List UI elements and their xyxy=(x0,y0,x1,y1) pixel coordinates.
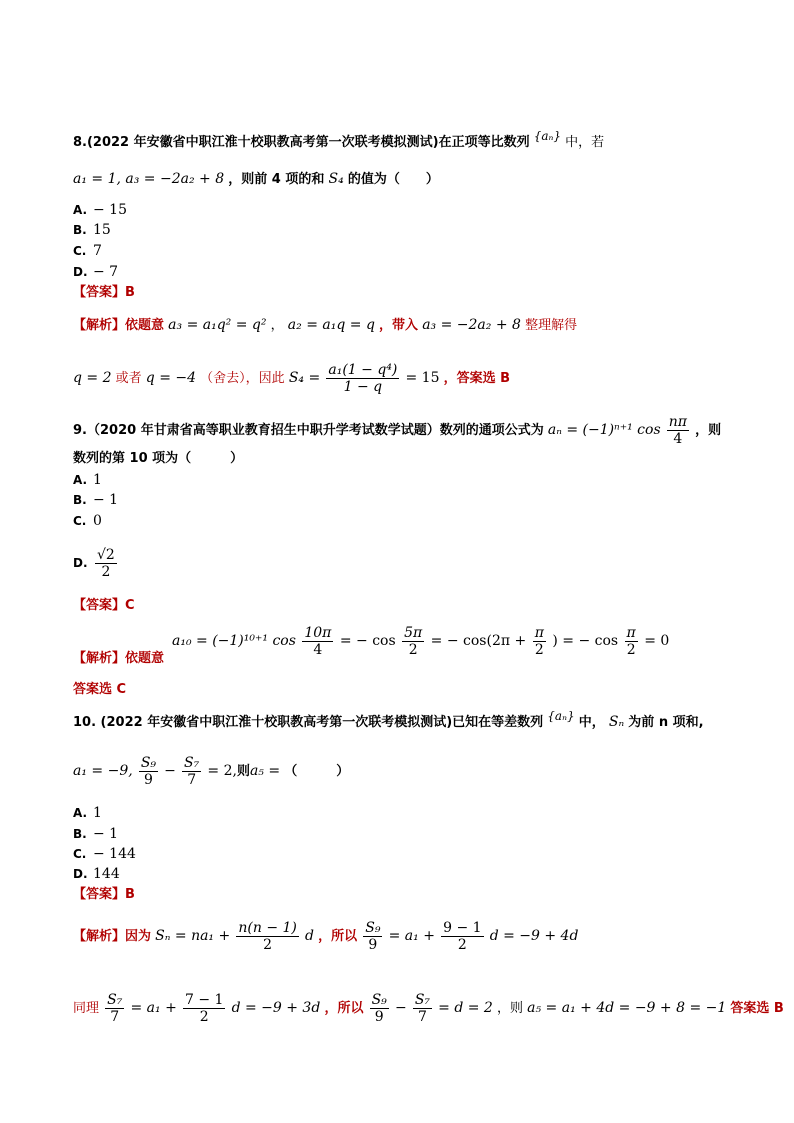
conclusion-text: 答案选 C xyxy=(73,682,127,697)
option-value: − 1 xyxy=(93,492,119,508)
fraction-numerator: S₉ xyxy=(140,755,157,771)
option-label: C. xyxy=(73,244,87,258)
fraction-numerator: 10π xyxy=(304,624,332,641)
fraction-denominator: 2 xyxy=(626,641,636,658)
analysis-label: 【解析】 xyxy=(73,651,126,666)
fraction-numerator: √2 xyxy=(97,547,115,563)
analysis-math: = a₁ + xyxy=(388,928,435,944)
analysis-text: （舍去），因此 xyxy=(200,371,285,386)
q9-formula: aₙ = (−1)ⁿ⁺¹ cos xyxy=(547,422,661,438)
fraction-denominator: 7 xyxy=(187,772,197,788)
fraction-denominator: 7 xyxy=(110,1009,120,1025)
option-value: − 1 xyxy=(93,826,119,842)
q10-seq: {aₙ} xyxy=(547,709,575,723)
q10-stem-text: 中， xyxy=(578,715,605,730)
analysis-text: 依题意 xyxy=(125,318,165,333)
analysis-math: a₂ = a₁q = q xyxy=(287,317,375,333)
q10-analysis-line2 xyxy=(73,988,784,1029)
fraction xyxy=(236,920,299,953)
q9-option-c xyxy=(73,512,102,530)
answer-label: 【答案】 xyxy=(73,285,126,300)
fraction xyxy=(413,992,432,1025)
fraction-numerator: 5π xyxy=(404,624,423,641)
q9-analysis-formula xyxy=(172,623,669,659)
fraction xyxy=(326,362,399,395)
option-value: − 7 xyxy=(93,264,119,280)
fraction-numerator: 7 − 1 xyxy=(184,992,224,1008)
fraction-denominator: 7 xyxy=(417,1009,427,1025)
analysis-text: ，所以 xyxy=(318,929,358,944)
q8-option-d xyxy=(73,263,118,281)
fraction-numerator: a₁(1 − q⁴) xyxy=(328,362,398,378)
q10-analysis-line1 xyxy=(73,916,578,957)
formula-part: a₁₀ = (−1)¹⁰⁺¹ cos xyxy=(172,633,296,649)
formula-part: = − cos xyxy=(339,633,396,649)
fraction-denominator: 9 xyxy=(374,1009,384,1025)
analysis-math: q = −4 xyxy=(145,370,197,386)
q10-option-c xyxy=(73,845,136,863)
q9-stem-line1 xyxy=(73,412,721,449)
analysis-text: 依题意 xyxy=(125,651,165,666)
q8-answer xyxy=(73,284,135,302)
analysis-math: a₅ = a₁ + 4d = −9 + 8 = −1 xyxy=(527,1000,727,1016)
q8-option-b xyxy=(73,221,111,239)
q9-option-a xyxy=(73,471,102,489)
fraction-denominator: 2 xyxy=(457,937,467,953)
option-label: D. xyxy=(73,265,88,279)
analysis-math: q = 2 xyxy=(73,370,112,386)
fraction xyxy=(402,625,424,658)
fraction-denominator: 2 xyxy=(534,641,544,658)
q10-stem-line2 xyxy=(73,751,349,792)
option-label: A. xyxy=(73,806,88,820)
option-value: 0 xyxy=(93,513,102,529)
option-label: B. xyxy=(73,223,87,237)
option-label: D. xyxy=(73,867,88,881)
fraction xyxy=(95,547,117,580)
fraction-numerator: n(n − 1) xyxy=(238,920,297,936)
fraction xyxy=(105,992,124,1025)
q10-answer xyxy=(73,886,135,904)
fraction-denominator: 2 xyxy=(408,641,418,658)
q8-option-a xyxy=(73,201,127,219)
analysis-text: ，所以 xyxy=(324,1001,364,1016)
q9-analysis xyxy=(73,650,164,668)
formula-part: = 0 xyxy=(644,633,670,649)
option-label: A. xyxy=(73,203,88,217)
q8-analysis-line1 xyxy=(73,316,577,335)
fraction xyxy=(441,920,483,953)
fraction-numerator: S₇ xyxy=(184,755,200,771)
analysis-text: 整理解得 xyxy=(525,318,578,333)
answer-value: C xyxy=(125,598,135,613)
q8-given-text: ，则前 4 项的和 xyxy=(228,172,325,187)
q10-option-a xyxy=(73,804,102,822)
fraction xyxy=(667,414,689,447)
analysis-math: = d = 2 xyxy=(438,1000,493,1016)
fraction-denominator: 2 xyxy=(263,937,273,953)
analysis-text: 同理 xyxy=(73,1001,100,1016)
q9-conclusion xyxy=(73,681,126,699)
analysis-math: d = −9 + 3d xyxy=(231,1000,321,1016)
fraction xyxy=(363,920,382,953)
analysis-math: d xyxy=(305,928,314,944)
analysis-math: − xyxy=(394,1000,407,1016)
q10-option-d xyxy=(73,865,120,883)
q9-stem-text: 数列的第 10 项为（ ） xyxy=(73,451,244,466)
fraction-numerator: π xyxy=(626,624,636,641)
option-label: B. xyxy=(73,827,87,841)
q8-analysis-line2 xyxy=(73,358,510,399)
q9-stem-tail: ，则 xyxy=(695,423,722,438)
analysis-math: = a₁ + xyxy=(130,1000,177,1016)
q8-stem-tail: 中，若 xyxy=(565,135,605,150)
fraction-numerator: π xyxy=(534,624,544,641)
q10-formula: a₁ = −9, xyxy=(73,763,133,779)
q9-stem-line2 xyxy=(73,450,243,468)
formula-part: ) = − cos xyxy=(552,633,619,649)
option-label: B. xyxy=(73,493,87,507)
option-value: 7 xyxy=(93,243,102,259)
answer-value: B xyxy=(125,887,135,902)
option-value: − 144 xyxy=(93,846,136,862)
q8-seq: {aₙ} xyxy=(533,129,562,143)
analysis-math: Sₙ = na₁ + xyxy=(155,928,231,944)
fraction xyxy=(302,625,333,658)
option-label: A. xyxy=(73,473,88,487)
fraction-denominator: 1 − q xyxy=(343,379,383,395)
option-label: C. xyxy=(73,514,87,528)
option-value: 1 xyxy=(93,472,102,488)
analysis-text: ，答案选 B xyxy=(443,371,511,386)
option-value: 144 xyxy=(93,866,120,882)
fraction-denominator: 9 xyxy=(143,772,153,788)
q9-option-d xyxy=(73,543,119,583)
analysis-text: 或者 xyxy=(115,371,142,386)
analysis-math: a₃ = −2a₂ + 8 xyxy=(422,317,521,333)
fraction-numerator: S₉ xyxy=(371,992,387,1008)
option-value: 15 xyxy=(93,222,111,238)
fraction-denominator: 4 xyxy=(313,641,323,658)
formula-part: = − cos(2π + xyxy=(430,633,527,649)
analysis-text: ，则 xyxy=(496,1001,523,1016)
answer-label: 【答案】 xyxy=(73,598,126,613)
fraction xyxy=(370,992,389,1025)
q10-formula: − xyxy=(164,763,176,779)
fraction-numerator: S₉ xyxy=(365,920,381,936)
q8-option-c xyxy=(73,242,102,260)
q9-option-b xyxy=(73,491,118,509)
fraction-numerator: S₇ xyxy=(414,992,431,1008)
q10-option-b xyxy=(73,825,118,843)
fraction xyxy=(139,755,158,788)
analysis-math: a₃ = a₁q² = q² xyxy=(168,317,267,333)
analysis-math: = 15 xyxy=(405,370,440,386)
q10-stem-text: （ ） xyxy=(284,764,350,779)
analysis-math: d = −9 + 4d xyxy=(489,928,579,944)
fraction-denominator: 4 xyxy=(673,431,683,447)
q9-stem-text: 9.（2020 年甘肃省高等职业教育招生中职升学考试数学试题）数列的通项公式为 xyxy=(73,423,544,438)
fraction xyxy=(533,625,546,658)
q10-stem-text: 则 xyxy=(236,764,250,779)
q10-formula: a₅ = xyxy=(249,763,281,779)
fraction-numerator: nπ xyxy=(668,414,687,430)
q8-given-tail: 的值为（ ） xyxy=(347,172,439,187)
analysis-text: ，带入 xyxy=(379,318,419,333)
fraction xyxy=(182,755,201,788)
answer-value: B xyxy=(125,285,135,300)
q10-sn: Sₙ xyxy=(608,714,625,730)
fraction-numerator: S₇ xyxy=(107,992,123,1008)
fraction-denominator: 2 xyxy=(101,564,111,580)
q8-stem-text: 8.(2022 年安徽省中职江淮十校职教高考第一次联考模拟测试)在正项等比数列 xyxy=(73,135,530,150)
fraction-numerator: 9 − 1 xyxy=(443,920,482,936)
q8-given: a₁ = 1, a₃ = −2a₂ + 8 xyxy=(73,171,225,187)
fraction xyxy=(183,992,225,1025)
q10-stem-text: 为前 n 项和, xyxy=(628,715,704,730)
analysis-text: 因为 xyxy=(125,929,152,944)
option-value: − 15 xyxy=(93,202,127,218)
q8-s4: S₄ xyxy=(328,171,344,187)
fraction-denominator: 2 xyxy=(199,1009,209,1025)
option-label: C. xyxy=(73,847,87,861)
option-label: D. xyxy=(73,556,88,570)
fraction-denominator: 9 xyxy=(368,937,378,953)
analysis-label: 【解析】 xyxy=(73,318,126,333)
analysis-label: 【解析】 xyxy=(73,929,126,944)
q8-stem-line1 xyxy=(73,129,605,152)
q10-formula: = 2, xyxy=(207,763,237,779)
q10-stem-line1 xyxy=(73,709,704,732)
answer-label: 【答案】 xyxy=(73,887,126,902)
analysis-text: 答案选 B xyxy=(730,1001,784,1016)
q9-answer xyxy=(73,597,135,615)
option-value: 1 xyxy=(93,805,102,821)
analysis-text: ， xyxy=(270,318,284,333)
fraction xyxy=(625,625,638,658)
analysis-math: S₄ = xyxy=(288,370,321,386)
q8-stem-line2 xyxy=(73,170,439,189)
q10-stem-text: 10. (2022 年安徽省中职江淮十校职教高考第一次联考模拟测试)已知在等差数列 xyxy=(73,715,544,730)
